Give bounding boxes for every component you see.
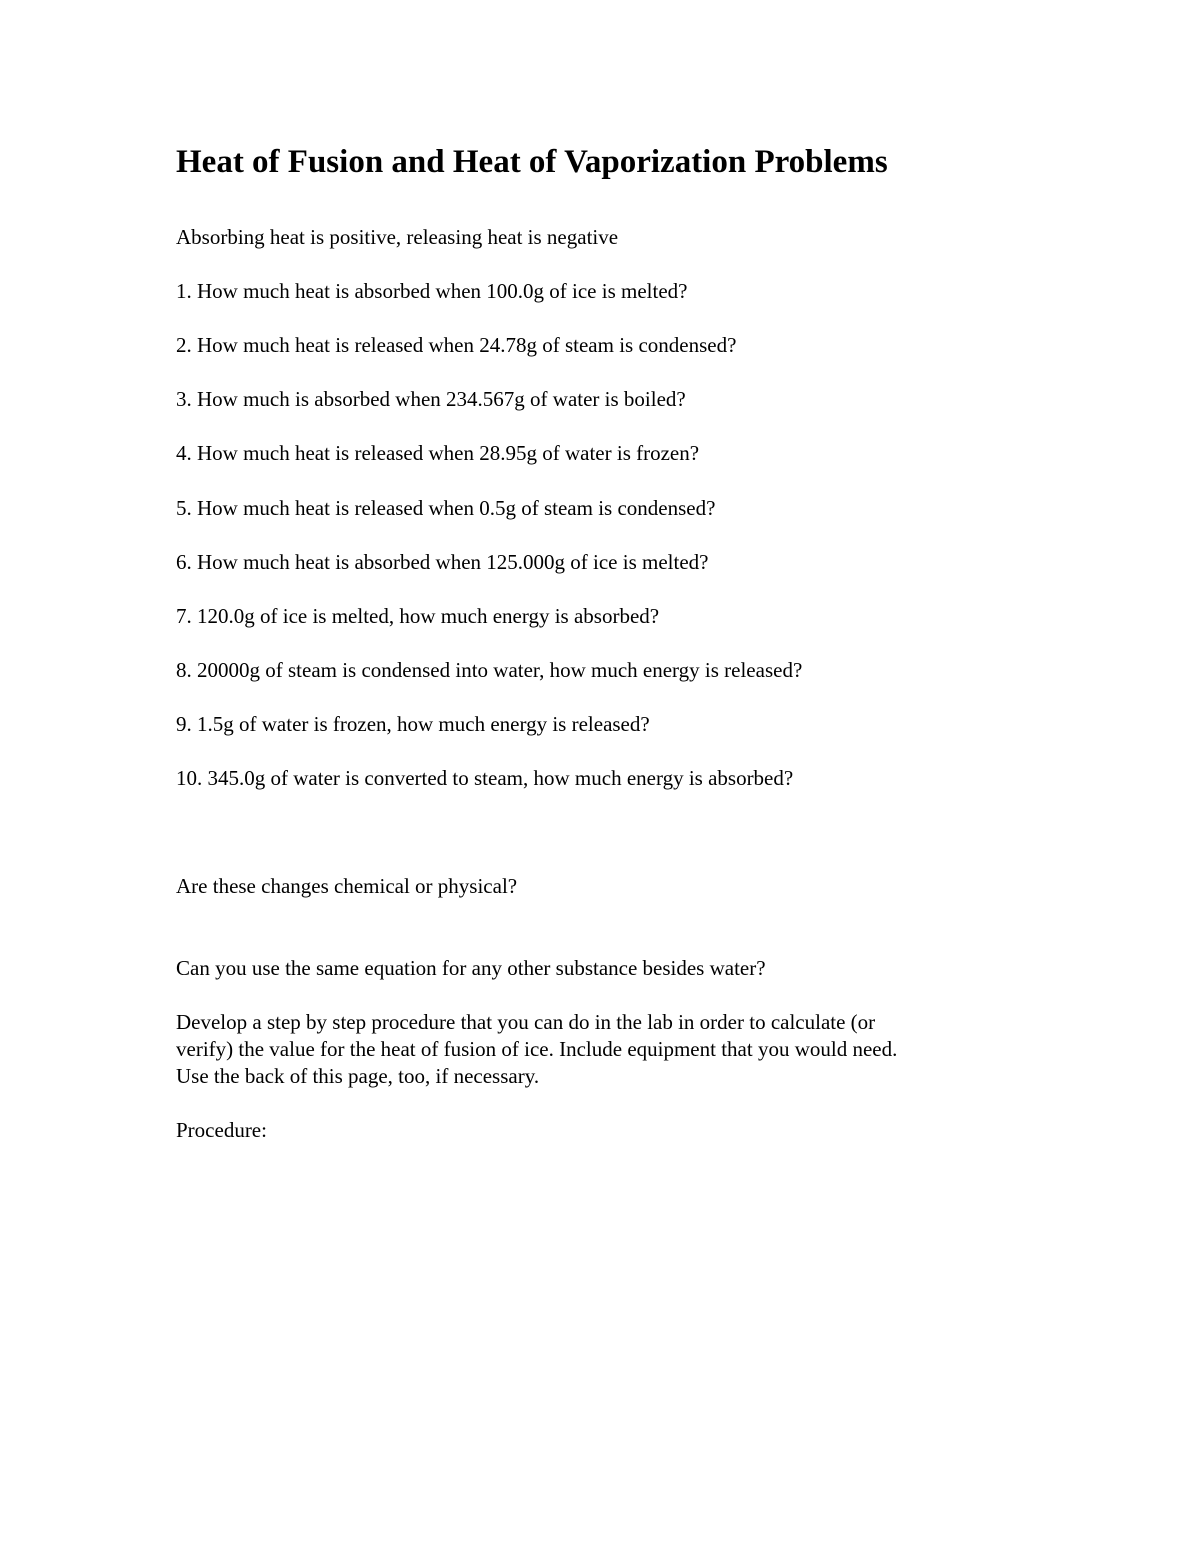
- followup-chemical-physical: Are these changes chemical or physical?: [176, 874, 518, 898]
- question-6: 6. How much heat is absorbed when 125.000g of ice is melted?: [176, 550, 709, 574]
- intro-text: Absorbing heat is positive, releasing heat is negative: [176, 225, 619, 249]
- question-10: 10. 345.0g of water is converted to steam, how much energy is absorbed?: [176, 766, 794, 790]
- develop-procedure-paragraph: [176, 1009, 1006, 1090]
- question-4: 4. How much heat is released when 28.95g of water is frozen?: [176, 441, 700, 465]
- question-8: 8. 20000g of steam is condensed into water, how much energy is released?: [176, 658, 803, 682]
- question-1: 1. How much heat is absorbed when 100.0g of ice is melted?: [176, 279, 688, 303]
- question-3: 3. How much is absorbed when 234.567g of water is boiled?: [176, 387, 686, 411]
- followup-same-equation: Can you use the same equation for any other substance besides water?: [176, 956, 766, 980]
- question-5: 5. How much heat is released when 0.5g of steam is condensed?: [176, 496, 716, 520]
- develop-line-2: verify) the value for the heat of fusion of ice. Include equipment that you would need.: [176, 1037, 898, 1061]
- question-2: 2. How much heat is released when 24.78g of steam is condensed?: [176, 333, 737, 357]
- page-title: Heat of Fusion and Heat of Vaporization Problems: [176, 144, 888, 180]
- question-9: 9. 1.5g of water is frozen, how much energy is released?: [176, 712, 650, 736]
- question-7: 7. 120.0g of ice is melted, how much energy is absorbed?: [176, 604, 660, 628]
- develop-line-3: Use the back of this page, too, if necessary.: [176, 1064, 540, 1088]
- develop-line-1: Develop a step by step procedure that you can do in the lab in order to calculate (or: [176, 1010, 876, 1034]
- procedure-label: Procedure:: [176, 1118, 267, 1142]
